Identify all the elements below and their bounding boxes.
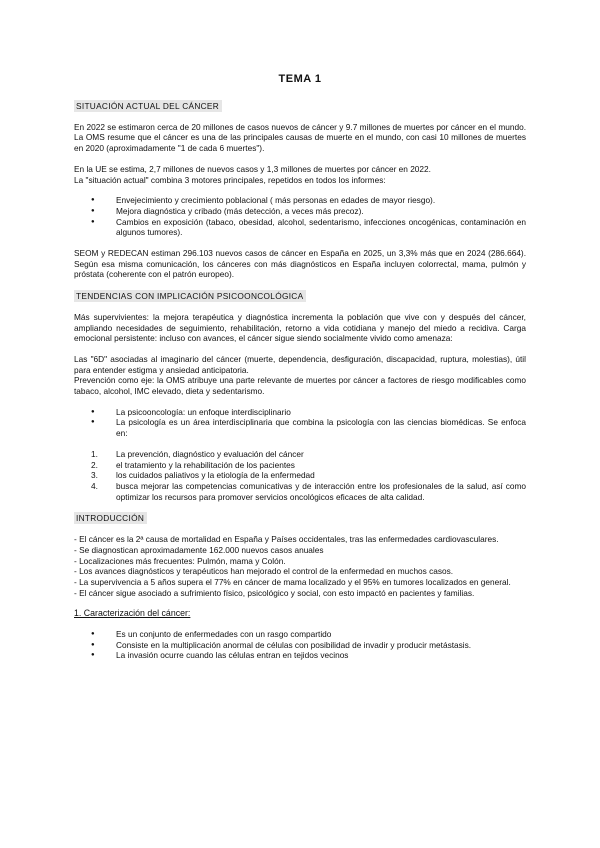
paragraph: - El cáncer sigue asociado a sufrimiento físico, psicológico y social, con esto impactó en pacientes y familias.	[74, 587, 475, 598]
list-item-text: el tratamiento y la rehabilitación de los pacientes	[116, 459, 295, 470]
paragraph: En 2022 se estimaron cerca de 20 millones de casos nuevos de cáncer y 9.7 millones de muertes por cáncer en el mundo. La OMS resume que el cáncer es una de las principales causas de muerte en el mundo, con casi 10 millones de muertes en 2020 (aproximadamente "1 de cada 6 muertes").	[74, 121, 526, 154]
list-item	[74, 470, 526, 481]
paragraph: - Se diagnostican aproximadamente 162.000 nuevos casos anuales	[74, 544, 324, 555]
section-heading-situacion	[74, 100, 526, 112]
list-item-text: La prevención, diagnóstico y evaluación del cáncer	[116, 448, 304, 459]
list-number: 2.	[91, 459, 98, 470]
list-item: ● Cambios en exposición (tabaco, obesidad, alcohol, sedentarismo, infecciones oncogénicas, contaminación en algunos tumores).	[74, 217, 526, 238]
list-item-text: los cuidados paliativos y la etiología de la enfermedad	[116, 470, 315, 481]
list-item-text: busca mejorar las competencias comunicativas y de interacción entre los profesionales de la salud, así como optimizar los recursos para promover servicios oncológicos eficaces de alta calidad.	[116, 480, 526, 502]
list-item: ● Envejecimiento y crecimiento poblacional ( más personas en edades de mayor riesgo).	[74, 195, 526, 206]
list-item	[74, 460, 526, 471]
bullet-list	[74, 407, 526, 439]
list-item: ● Es un conjunto de enfermedades con un rasgo compartido	[74, 629, 526, 640]
bullet-list	[74, 629, 526, 661]
paragraph: En la UE se estima, 2,7 millones de nuevos casos y 1,3 millones de muertes por cáncer en 2022.	[74, 163, 431, 174]
section-heading-tendencias	[74, 290, 526, 302]
bullet-list	[74, 195, 526, 238]
paragraph: - La supervivencia a 5 años supera el 77% en cáncer de mama localizado y el 95% en tumores localizados en general.	[74, 576, 511, 587]
list-item: ● La psicología es un área interdisciplinaria que combina la psicología con las ciencias biomédicas. Se enfoca en:	[74, 417, 526, 438]
paragraph: La "situación actual" combina 3 motores principales, repetidos en todos los informes:	[74, 174, 386, 185]
section-heading-introduccion	[74, 512, 526, 524]
list-item: ● Consiste en la multiplicación anormal de células con posibilidad de invadir y producir metástasis.	[74, 640, 526, 651]
list-number: 4.	[91, 480, 98, 491]
section-heading-text: SITUACIÓN ACTUAL DEL CÁNCER	[74, 100, 222, 112]
list-item	[74, 449, 526, 460]
list-number: 1.	[91, 448, 98, 459]
numbered-list	[74, 449, 526, 503]
list-item: ● Mejora diagnóstica y cribado (más detección, a veces más precoz).	[74, 206, 526, 217]
paragraph: - El cáncer es la 2ª causa de mortalidad en España y Países occidentales, tras las enfermedades cardiovasculares.	[74, 534, 499, 545]
section-heading-text: TENDENCIAS CON IMPLICACIÓN PSICOONCOLÓGICA	[74, 290, 306, 302]
list-item: ● La invasión ocurre cuando las células entran en tejidos vecinos	[74, 650, 526, 661]
list-number: 3.	[91, 470, 98, 481]
paragraph: SEOM y REDECAN estiman 296.103 nuevos casos de cáncer en España en 2025, un 3,3% más que en 2024 (286.664). Según esa misma comunicación, los cánceres con más diagnósticos en España incluyen colorrectal, mama, pulmón y próstata (coherente con el patrón europeo).	[74, 248, 526, 280]
list-item	[74, 481, 526, 502]
page-title: TEMA 1	[278, 73, 322, 85]
paragraph: Las "6D" asociadas al imaginario del cáncer (muerte, dependencia, desfiguración, discapacidad, ruptura, molestias), útil para entender estigma y ansiedad anticipatoria.	[74, 353, 526, 375]
paragraph: Prevención como eje: la OMS atribuye una parte relevante de muertes por cáncer a factores de riesgo modificables como tabaco, alcohol, IMC elevado, dieta y sedentarismo.	[74, 375, 526, 397]
subsection-heading: 1. Caracterización del cáncer:	[74, 608, 191, 619]
section-heading-text: INTRODUCCIÓN	[74, 512, 147, 524]
paragraph: Más supervivientes: la mejora terapéutica y diagnóstica incrementa la población que vive con y después del cáncer, ampliando necesidades de seguimiento, rehabilitación, retorno a vida cotidiana y manejo del miedo a recidiva. Carga emocional persistente: incluso con avances, el cáncer sigue siendo socialmente vivido como amenaza:	[74, 311, 526, 344]
paragraph: - Los avances diagnósticos y terapéuticos han mejorado el control de la enfermedad en muchos casos.	[74, 566, 454, 577]
paragraph: - Localizaciones más frecuentes: Pulmón, mama y Colón.	[74, 555, 286, 566]
list-item: ● La psicooncología: un enfoque interdisciplinario	[74, 407, 526, 418]
